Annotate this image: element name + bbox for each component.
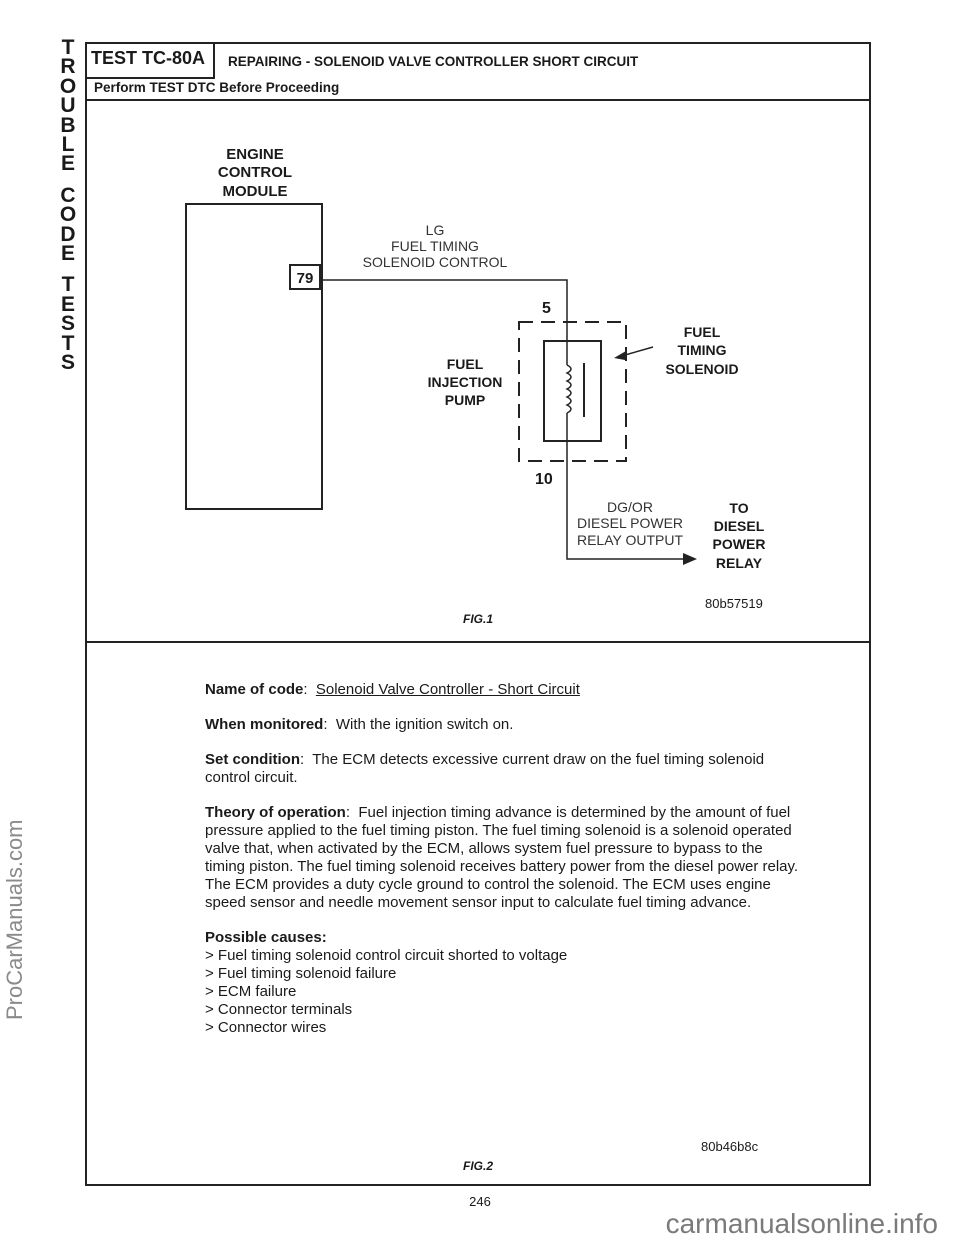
test-subtitle: Perform TEST DTC Before Proceeding <box>94 80 340 95</box>
cause-item: > ECM failure <box>205 983 297 1000</box>
solenoid-label <box>665 324 738 377</box>
pin-79: 79 <box>296 270 314 287</box>
set-condition: Set condition: The ECM detects excessive current draw on the fuel timing solenoid control circuit. <box>205 751 765 786</box>
wiring-diagram <box>85 101 871 641</box>
fig2-code: 80b46b8c <box>701 1139 759 1154</box>
solenoid-box <box>544 341 601 441</box>
svg-text:CONTROL: CONTROL <box>217 164 293 181</box>
svg-text:DIESEL POWER: DIESEL POWER <box>576 515 684 531</box>
cause-item: > Fuel timing solenoid failure <box>205 965 397 982</box>
svg-text:DIESEL: DIESEL <box>713 518 765 534</box>
pin-5: 5 <box>542 300 551 317</box>
name-of-code: Name of code: Solenoid Valve Controller - Short Circuit <box>205 681 580 698</box>
svg-text:TIMING: TIMING <box>677 342 727 358</box>
coil-icon <box>567 365 571 413</box>
page-number: 246 <box>469 1194 491 1209</box>
svg-text:SOLENOID: SOLENOID <box>665 361 739 377</box>
figure-divider <box>85 641 871 643</box>
watermark-procarmanuals: ProCarManuals.com <box>2 819 27 1020</box>
test-title: REPAIRING - SOLENOID VALVE CONTROLLER SHORT CIRCUIT <box>228 54 639 69</box>
wire-bottom-label <box>577 499 684 548</box>
svg-text:POWER: POWER <box>712 536 766 552</box>
pin-10: 10 <box>535 471 553 488</box>
svg-text:FUEL: FUEL <box>446 356 484 372</box>
svg-text:MODULE: MODULE <box>222 183 288 200</box>
svg-text:DG/OR: DG/OR <box>607 499 653 515</box>
svg-text:RELAY: RELAY <box>715 555 763 571</box>
fig2-label: FIG.2 <box>463 1159 494 1173</box>
pointer-arrowhead <box>614 351 626 360</box>
wire-top-label <box>363 222 508 270</box>
relay-arrowhead <box>683 553 697 565</box>
possible-causes: Possible causes: > Fuel timing solenoid control circuit shorted to voltage > Fuel timing solenoid failure > ECM failure > Connector terminals > Connector wires <box>205 929 805 1037</box>
theory-of-operation: Theory of operation: Fuel injection timing advance is determined by the amount of fuel pressure applied to the fuel timing piston. The fuel timing solenoid is a solenoid operated valve that, when activated by the ECM, allows system fuel pressure to bypass to the timing piston. The fuel timing solenoid receives battery power from the diesel power relay. The ECM provides a duty cycle ground to control the solenoid. The ECM uses engine speed sensor and needle movement sensor input to calculate fuel timing advance. <box>205 804 799 911</box>
ecm-label <box>218 146 292 200</box>
svg-text:FUEL TIMING: FUEL TIMING <box>391 238 479 254</box>
ecm-box <box>186 204 322 509</box>
cause-item: > Connector wires <box>205 1019 327 1036</box>
svg-text:TO: TO <box>729 500 749 516</box>
pump-label <box>428 356 503 408</box>
code-details <box>205 681 805 1037</box>
test-id: TEST TC-80A <box>85 42 215 79</box>
fig1-code: 80b57519 <box>705 596 763 611</box>
fig1-label: FIG.1 <box>463 612 494 626</box>
cause-item: > Fuel timing solenoid control circuit shorted to voltage <box>205 947 568 964</box>
svg-text:ENGINE: ENGINE <box>226 146 284 163</box>
svg-text:SOLENOID CONTROL: SOLENOID CONTROL <box>362 254 508 270</box>
cause-item: > Connector terminals <box>205 1001 353 1018</box>
svg-text:INJECTION: INJECTION <box>427 374 503 390</box>
svg-text:FUEL: FUEL <box>683 324 721 340</box>
watermark-carmanualsonline: carmanualsonline.info <box>665 1208 938 1239</box>
svg-text:PUMP: PUMP <box>444 392 486 408</box>
relay-label <box>713 500 766 571</box>
svg-text:LG: LG <box>425 222 445 238</box>
svg-text:RELAY OUTPUT: RELAY OUTPUT <box>576 532 684 548</box>
control-wire <box>322 280 567 341</box>
when-monitored: When monitored: With the ignition switch on. <box>205 716 514 733</box>
side-tab-trouble-code-tests: T R O U B L E C O D E T E S T S <box>59 36 77 375</box>
